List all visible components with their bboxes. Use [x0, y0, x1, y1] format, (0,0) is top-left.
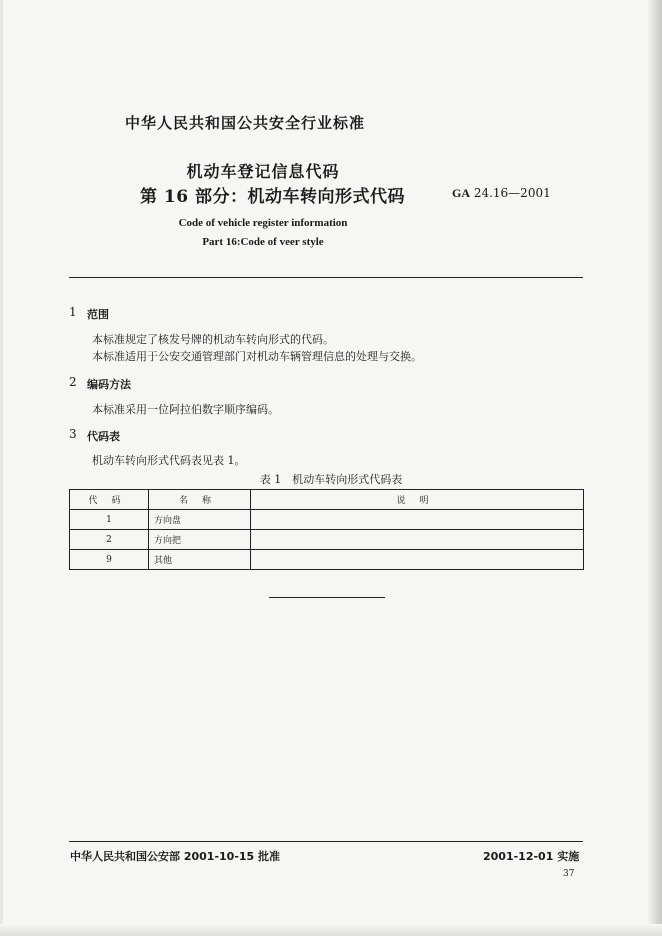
standard-number: 24.16—2001 [473, 186, 551, 200]
organization-heading: 中华人民共和国公共安全行业标准 [124, 114, 365, 132]
column-header-name: 名称 [149, 490, 251, 510]
scan-edge-right [648, 0, 662, 936]
paragraph: 本标准规定了核发号牌的机动车转向形式的代码。 [92, 333, 334, 346]
standard-prefix: GA [452, 186, 470, 200]
paragraph: 本标准采用一位阿拉伯数字顺序编码。 [92, 403, 279, 416]
table-cell-name: 方向盘 [149, 510, 251, 530]
veer-style-code-table [69, 489, 584, 570]
end-of-text-rule [269, 597, 385, 598]
effective-date: 2001-12-01 实施 [483, 850, 580, 863]
section-title-scope: 范围 [87, 308, 109, 321]
table-cell-description [251, 530, 584, 550]
table-cell-code: 9 [70, 550, 149, 570]
header-rule [69, 277, 583, 278]
table-row [70, 530, 584, 550]
table-cell-description [251, 550, 584, 570]
footer-rule [69, 841, 583, 842]
english-part-title: Part 16:Code of veer style [202, 236, 324, 248]
english-title: Code of vehicle register information [178, 217, 348, 229]
page-number: 37 [563, 869, 575, 879]
table-header-row [70, 490, 584, 510]
document-title: 机动车登记信息代码 [186, 162, 340, 181]
section-title-code-table: 代码表 [87, 430, 120, 443]
table-row [70, 510, 584, 530]
paragraph: 本标准适用于公安交通管理部门对机动车辆管理信息的处理与交换。 [92, 350, 422, 363]
table-caption: 表 1 机动车转向形式代码表 [259, 473, 403, 486]
standard-code [452, 186, 551, 201]
table-cell-code: 2 [70, 530, 149, 550]
paragraph: 机动车转向形式代码表见表 1。 [92, 454, 246, 467]
table-cell-name: 方向把 [149, 530, 251, 550]
section-title-coding-method: 编码方法 [87, 378, 131, 391]
table-row [70, 550, 584, 570]
column-header-description: 说明 [251, 490, 584, 510]
document-part-title: 第 16 部分：机动车转向形式代码 [140, 187, 405, 207]
section-number: 3 [69, 427, 77, 441]
scan-edge-left [0, 0, 3, 936]
scan-edge-bottom [0, 924, 662, 936]
table-cell-description [251, 510, 584, 530]
approval-date: 中华人民共和国公安部 2001-10-15 批准 [70, 850, 281, 863]
table-cell-name: 其他 [149, 550, 251, 570]
section-number: 2 [69, 375, 77, 389]
column-header-code: 代码 [70, 490, 149, 510]
section-number: 1 [69, 305, 77, 319]
table-cell-code: 1 [70, 510, 149, 530]
